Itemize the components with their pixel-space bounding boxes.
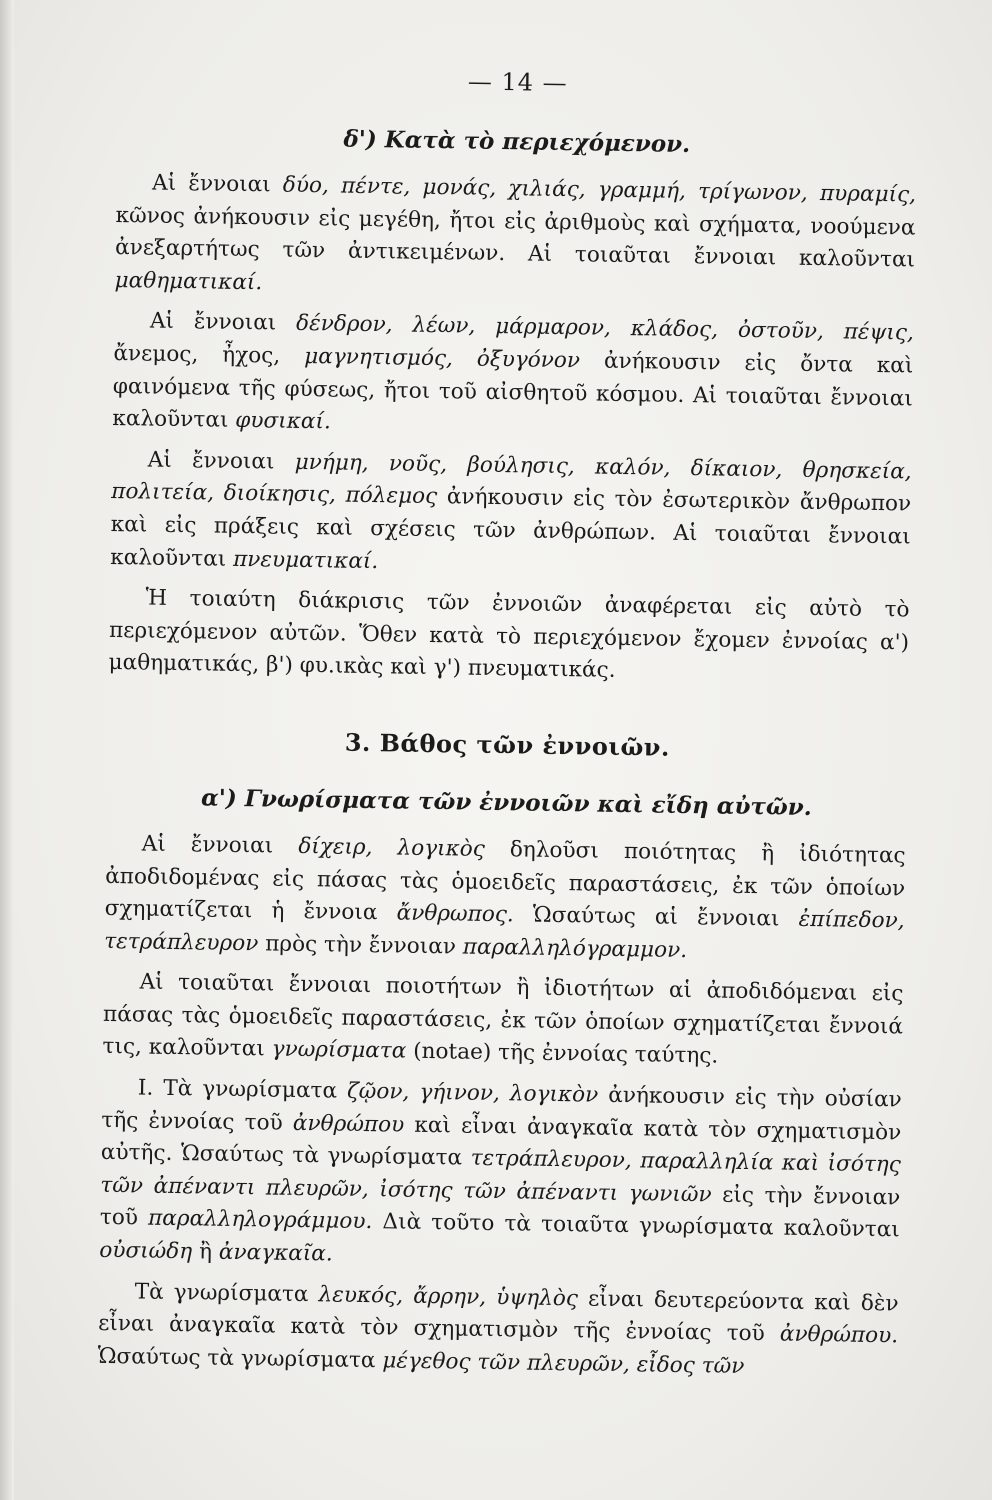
text-run: Αἱ ἔννοιαι (147, 447, 295, 475)
italic-term: ἐπίπεδον, τετράπλευρον (103, 906, 905, 956)
paragraph-content-summary (108, 582, 909, 692)
text-run: πρὸς τὴν ἔννοιαν (258, 931, 463, 960)
text-run: Αἱ ἔννοιαι (141, 831, 299, 859)
paragraph-essential (99, 1072, 902, 1280)
italic-term: μνήμη, νοῦς, βούλησις, καλόν, δίκαιον, θρησκεία, πολιτεία, διοίκησις, πόλεμος (111, 449, 912, 510)
text-run: εἰς τὴν ἔννοιαν τοῦ (99, 1182, 901, 1232)
italic-term: οὐσιώδη (99, 1237, 193, 1265)
paragraph-notae (102, 966, 903, 1076)
italic-term: ἄνθρωπος. (396, 900, 514, 928)
page-number: — 14 — (467, 67, 568, 98)
italic-term: ἀνθρώπου (292, 1110, 405, 1138)
paragraph-qualities (104, 828, 906, 971)
text-run: ἢ (192, 1239, 220, 1265)
italic-term: φυσικαί. (235, 408, 331, 435)
page-spine-shadow (0, 0, 14, 1500)
text-run: ἀνήκουσιν εἰς τὸν ἐσωτερικὸν ἄνθρωπον καὶ εἰς πράξεις καὶ σχέσεις τῶν ἀνθρώπων. Αἱ τοιαῦται ἔννοιαι καλοῦνται (110, 484, 912, 572)
italic-term: μαθηματικαί. (114, 267, 263, 296)
paragraph-physical (112, 305, 914, 448)
text-run: εἶναι δευτερεύοντα καὶ δὲν εἶναι ἀναγκαῖα κατὰ τὸν σχηματισμὸν τῆς ἐννοίας τοῦ (97, 1286, 899, 1347)
text-run: (notae) τῆς ἐννοίας ταύτης. (406, 1039, 719, 1070)
text-run: Ὡσαύτως τὰ γνωρίσματα (97, 1343, 383, 1374)
italic-term: γνωρίσματα (271, 1037, 407, 1065)
italic-term: παραλληλόγραμμον. (462, 934, 688, 963)
italic-term: λευκός, ἄρρην, ὑψηλὸς (318, 1281, 579, 1312)
italic-term: παραλληλογράμμου. (147, 1206, 373, 1235)
section-3-heading: 3. Βάθος τῶν ἐννοιῶν. (344, 727, 671, 762)
paragraph-secondary (97, 1275, 898, 1385)
text-run: καὶ εἶναι ἀναγκαῖα κατὰ τὸν σχηματισμὸν αὐτῆς. Ὡσαύτως τὰ γνωρίσματα (100, 1112, 902, 1171)
text-run: ἄνεμος, ἦχος, (113, 340, 305, 369)
text-run: Ἡ τοιαύτη διάκρισις τῶν ἐννοιῶν ἀναφέρεται εἰς αὐτὸ τὸ περιεχόμενον αὐτῶν. Ὅθεν κατὰ τὸ περιεχόμενον ἔχομεν ἐννοίας α') μαθηματικάς, β') φυ.ικὰς καὶ γ') πνευματικάς. (108, 585, 910, 684)
italic-term: δύο, πέντε, μονάς, χιλιάς, γραμμή, τρίγωνον, πυραμίς, (282, 172, 917, 208)
text-run: Διὰ τοῦτο τὰ τοιαῦτα γνωρίσματα καλοῦνται (372, 1209, 900, 1243)
section-3-subheading: α') Γνωρίσματα τῶν ἐννοιῶν καὶ εἴδη αὐτῶν. (200, 784, 812, 821)
italic-term: μαγνητισμός, ὀξυγόνον (303, 343, 581, 374)
italic-term: δένδρον, λέων, μάρμαρον, κλάδος, ὀστοῦν, πέψις, (295, 311, 915, 346)
italic-term: ἀναγκαῖα. (218, 1239, 333, 1267)
italic-term: τετράπλευρον, παραλληλία καὶ ἰσότης τῶν ἀπέναντι πλευρῶν, ἰσότης τῶν ἀπέναντι γωνιῶν (100, 1145, 901, 1208)
italic-term: μέγεθος τῶν πλευρῶν, εἶδος τῶν (382, 1348, 745, 1379)
italic-term: ἀνθρώπου. (779, 1321, 899, 1349)
text-run: ἀνήκουσιν εἰς ὄντα καὶ φαινόμενα τῆς φύσεως, ἤτοι τοῦ αἰσθητοῦ κόσμου. Αἱ τοιαῦται ἔννοιαι καλοῦνται (112, 348, 914, 434)
text-run: κῶνος ἀνήκουσιν εἰς μεγέθη, ἤτοι εἰς ἀριθμοὺς καὶ σχήματα, νοούμενα ἀνεξαρτήτως τῶν ἀντικειμένων. Αἱ τοιαῦται ἔννοιαι καλοῦνται (114, 202, 916, 273)
text-run: Αἱ ἔννοιαι (151, 170, 284, 198)
section-delta-heading: δ') Κατὰ τὸ περιεχόμενον. (343, 125, 691, 158)
italic-term: πνευματικαί. (232, 546, 379, 574)
italic-term: δίχειρ, λογικὸς (298, 833, 486, 862)
text-run: Ὡσαύτως αἱ ἔννοιαι (513, 902, 799, 932)
italic-term: ζῷον, γήινον, λογικὸν (346, 1078, 599, 1108)
page-text-block (97, 62, 918, 1394)
text-run: I. Τὰ γνωρίσματα (137, 1075, 348, 1104)
paragraph-mathematical (114, 167, 916, 310)
text-run: δηλοῦσι ποιότητας ἢ ἰδιότητας ἀποδιδομένας εἰς πάσας τὰς ὁμοειδεῖς παραστάσεις, ἐκ τῶν ὁποίων σχηματίζεται ἡ ἔννοια (104, 836, 906, 926)
text-run: Αἱ τοιαῦται ἔννοιαι ποιοτήτων ἢ ἰδιοτήτων αἱ ἀποδιδόμεναι εἰς πάσας τὰς ὁμοειδεῖς παραστάσεις, ἐκ τῶν ὁποίων σχηματίζεται ἔννοιά τις, καλοῦνται (102, 969, 904, 1063)
text-run: Αἱ ἔννοιαι (149, 308, 297, 337)
text-run: Τὰ γνωρίσματα (134, 1279, 319, 1307)
paragraph-spiritual (110, 444, 912, 587)
text-run: ἀνήκουσιν εἰς τὴν οὐσίαν τῆς ἐννοίας τοῦ (101, 1082, 902, 1136)
